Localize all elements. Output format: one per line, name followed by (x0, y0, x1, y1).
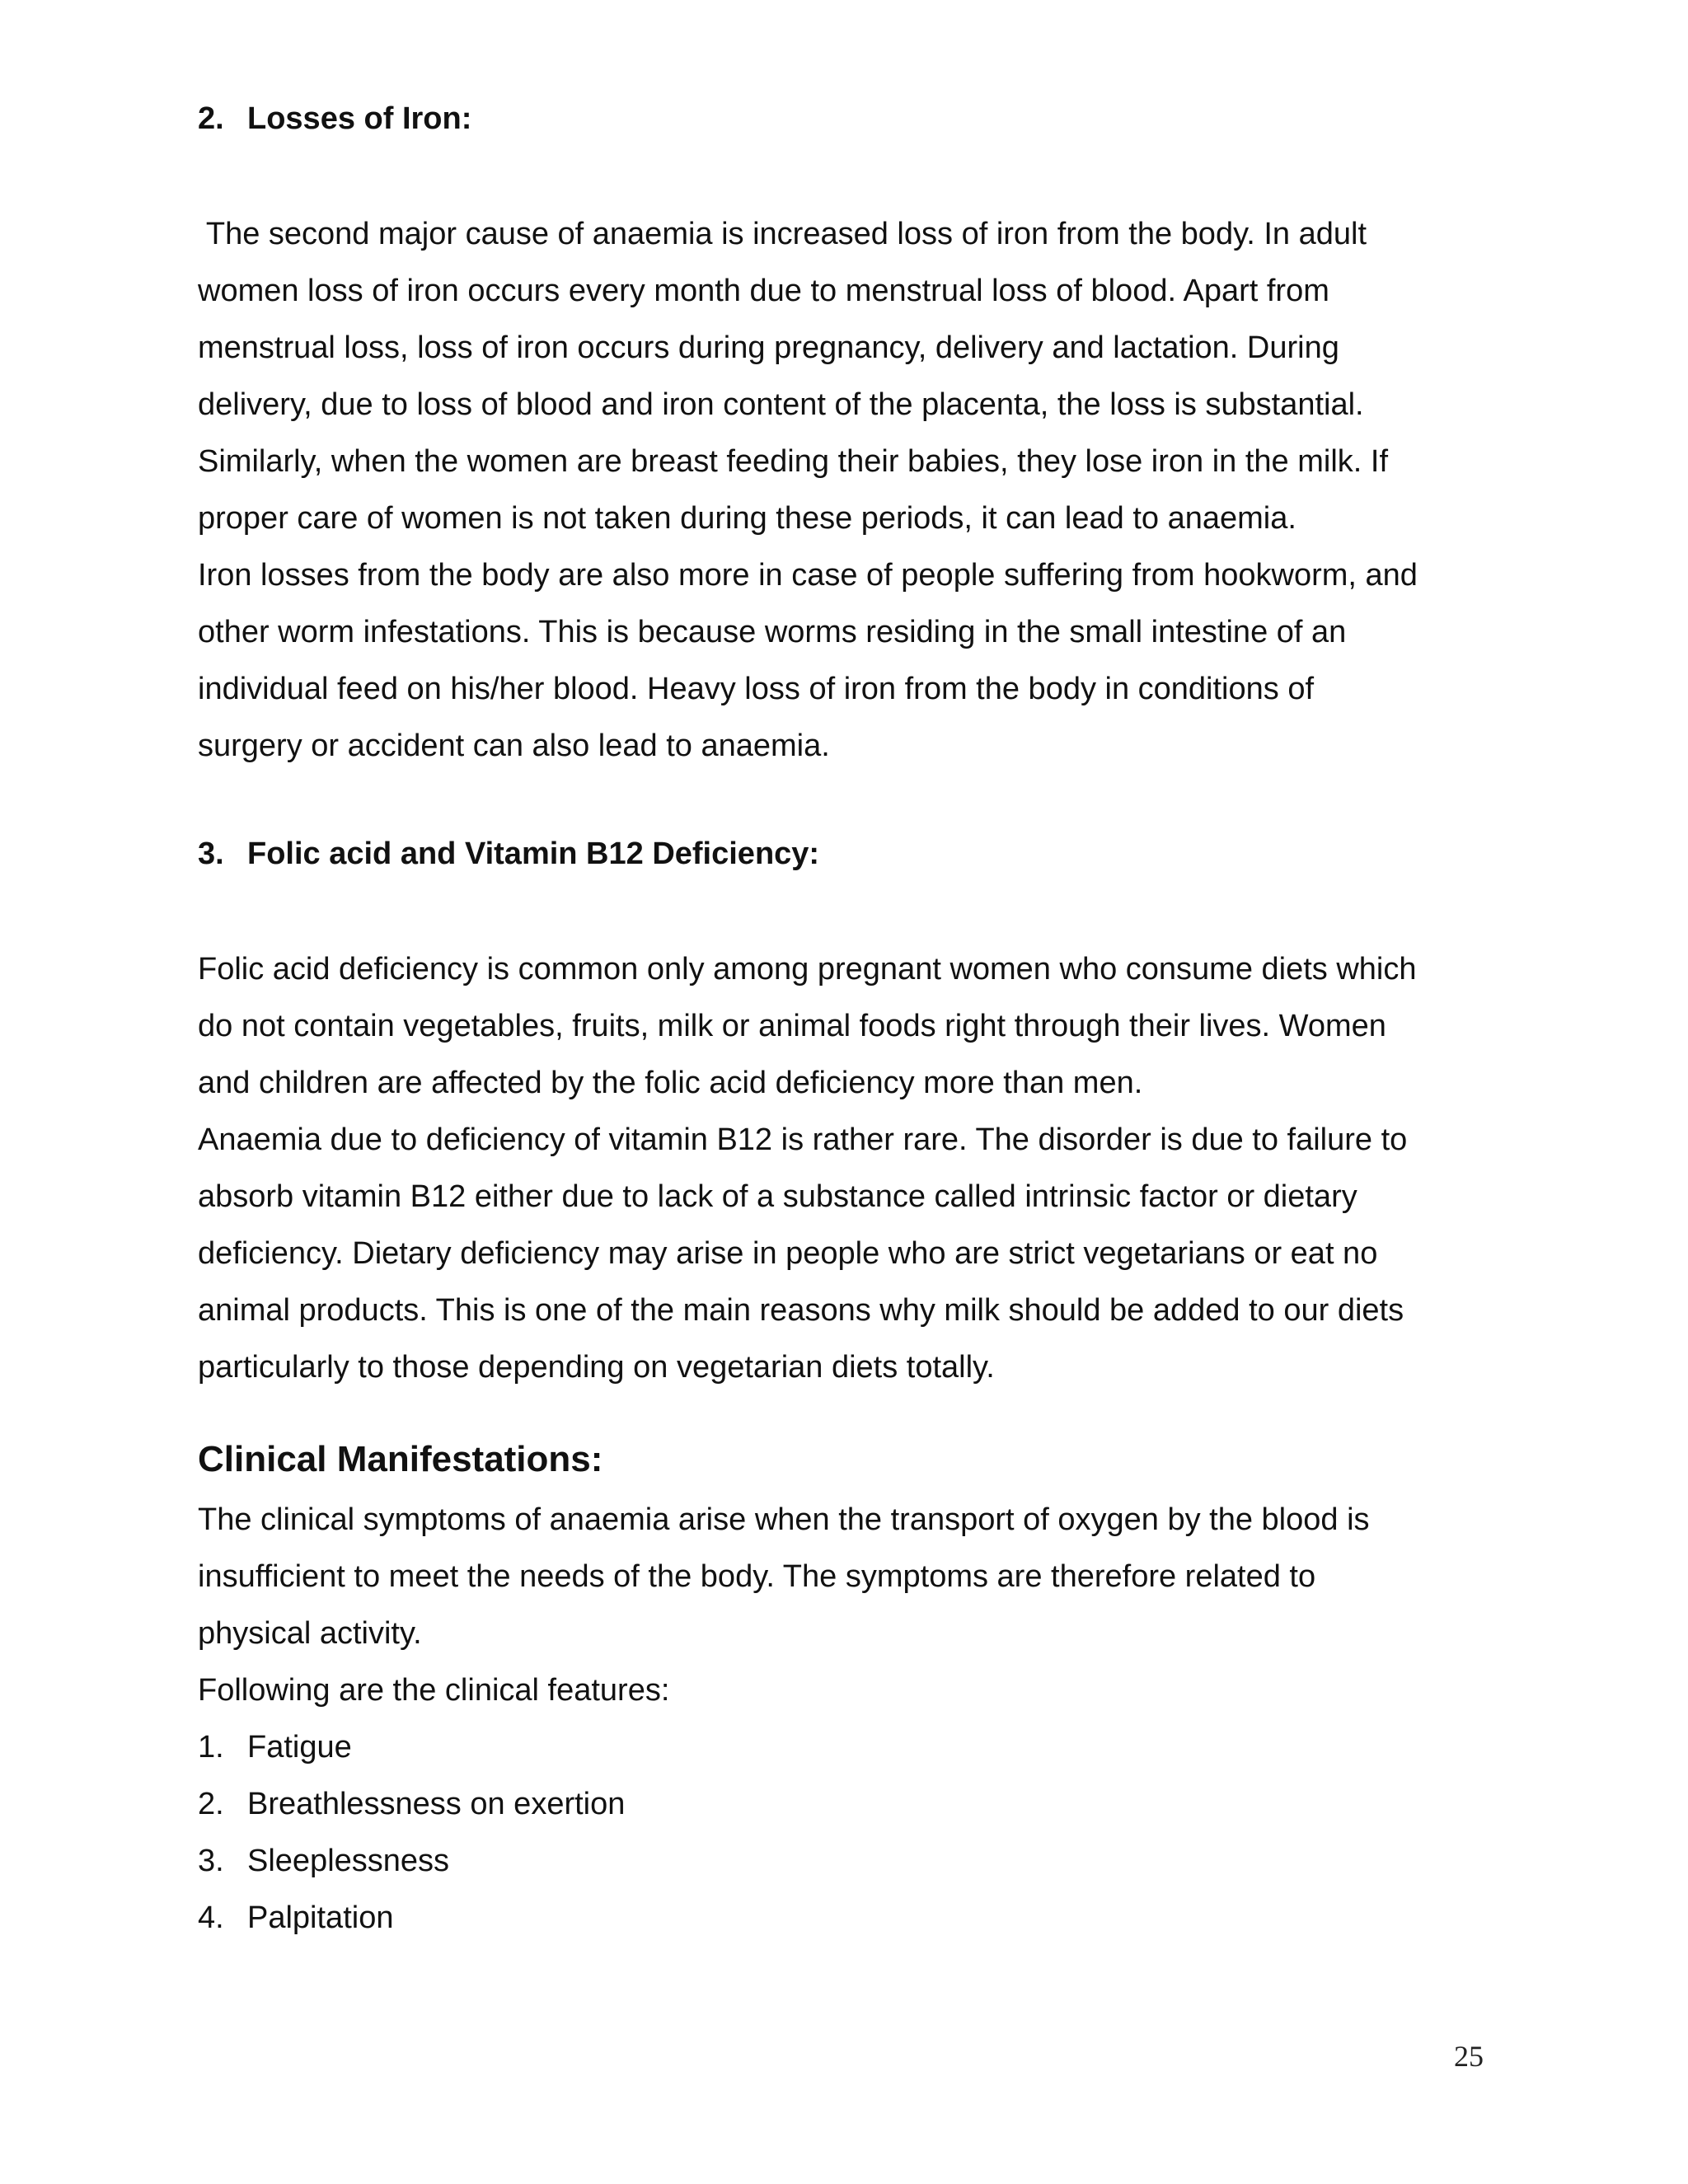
page-content (198, 97, 1500, 1947)
text-line: Following are the clinical features: (198, 1673, 670, 1708)
text-line: physical activity. (198, 1616, 422, 1651)
heading-clinical-manifestations: Clinical Manifestations: (198, 1439, 603, 1479)
spacer (198, 775, 1500, 832)
text-line: The clinical symptoms of anaemia arise when the transport of oxygen by the blood is (198, 1502, 1370, 1537)
heading-text: Losses of Iron: (247, 101, 472, 136)
text-line: menstrual loss, loss of iron occurs during pregnancy, delivery and lactation. During (198, 330, 1339, 365)
text-line: do not contain vegetables, fruits, milk or animal foods right through their lives. Women (198, 1009, 1386, 1043)
paragraph-clinical (198, 1492, 1500, 1719)
list-item (198, 1776, 1500, 1833)
list-item-number: 2. (198, 1787, 224, 1821)
spacer (198, 140, 1500, 211)
page-number: 25 (1454, 2040, 1484, 2073)
heading-text: Folic acid and Vitamin B12 Deficiency: (247, 837, 820, 871)
list-item-number: 3. (198, 1844, 224, 1878)
text-line: individual feed on his/her blood. Heavy loss of iron from the body in conditions of (198, 672, 1315, 706)
text-line: Folic acid deficiency is common only among pregnant women who consume diets which (198, 952, 1417, 987)
text-line: surgery or accident can also lead to anaemia. (198, 729, 830, 763)
heading-number: 3. (198, 837, 224, 871)
text-line: other worm infestations. This is because worms residing in the small intestine of an (198, 615, 1347, 649)
list-item-text: Breathlessness on exertion (247, 1787, 626, 1821)
list-item (198, 1833, 1500, 1890)
text-line: Similarly, when the women are breast feeding their babies, they lose iron in the milk. If (198, 444, 1388, 479)
heading-losses-of-iron (198, 97, 1500, 140)
text-line: The second major cause of anaemia is increased loss of iron from the body. In adult (198, 217, 1367, 251)
heading-number: 2. (198, 101, 224, 136)
list-item (198, 1719, 1500, 1776)
list-item-text: Sleeplessness (247, 1844, 450, 1878)
list-item (198, 1890, 1500, 1947)
paragraph-iron-losses (198, 206, 1500, 775)
text-line: and children are affected by the folic acid deficiency more than men. (198, 1066, 1143, 1100)
text-line: women loss of iron occurs every month due to menstrual loss of blood. Apart from (198, 274, 1329, 308)
text-line: Iron losses from the body are also more in case of people suffering from hookworm, and (198, 558, 1418, 593)
text-line: proper care of women is not taken during these periods, it can lead to anaemia. (198, 501, 1296, 536)
spacer (198, 1396, 1500, 1432)
spacer (198, 875, 1500, 946)
text-line: insufficient to meet the needs of the body. The symptoms are therefore related to (198, 1559, 1316, 1594)
text-line: deficiency. Dietary deficiency may arise in people who are strict vegetarians or eat no (198, 1236, 1378, 1271)
list-item-text: Fatigue (247, 1730, 352, 1765)
text-line: particularly to those depending on vegetarian diets totally. (198, 1350, 995, 1385)
text-line: absorb vitamin B12 either due to lack of a substance called intrinsic factor or dietary (198, 1179, 1357, 1214)
paragraph-folic-acid (198, 941, 1500, 1396)
list-item-number: 1. (198, 1730, 224, 1765)
text-line: delivery, due to loss of blood and iron content of the placenta, the loss is substantial. (198, 387, 1364, 422)
text-line: animal products. This is one of the main reasons why milk should be added to our diets (198, 1293, 1404, 1328)
list-item-text: Palpitation (247, 1900, 394, 1935)
text-line: Anaemia due to deficiency of vitamin B12 is rather rare. The disorder is due to failure to (198, 1122, 1408, 1157)
list-item-number: 4. (198, 1900, 224, 1935)
clinical-features-list (198, 1719, 1500, 1947)
heading-folic-acid (198, 832, 1500, 875)
